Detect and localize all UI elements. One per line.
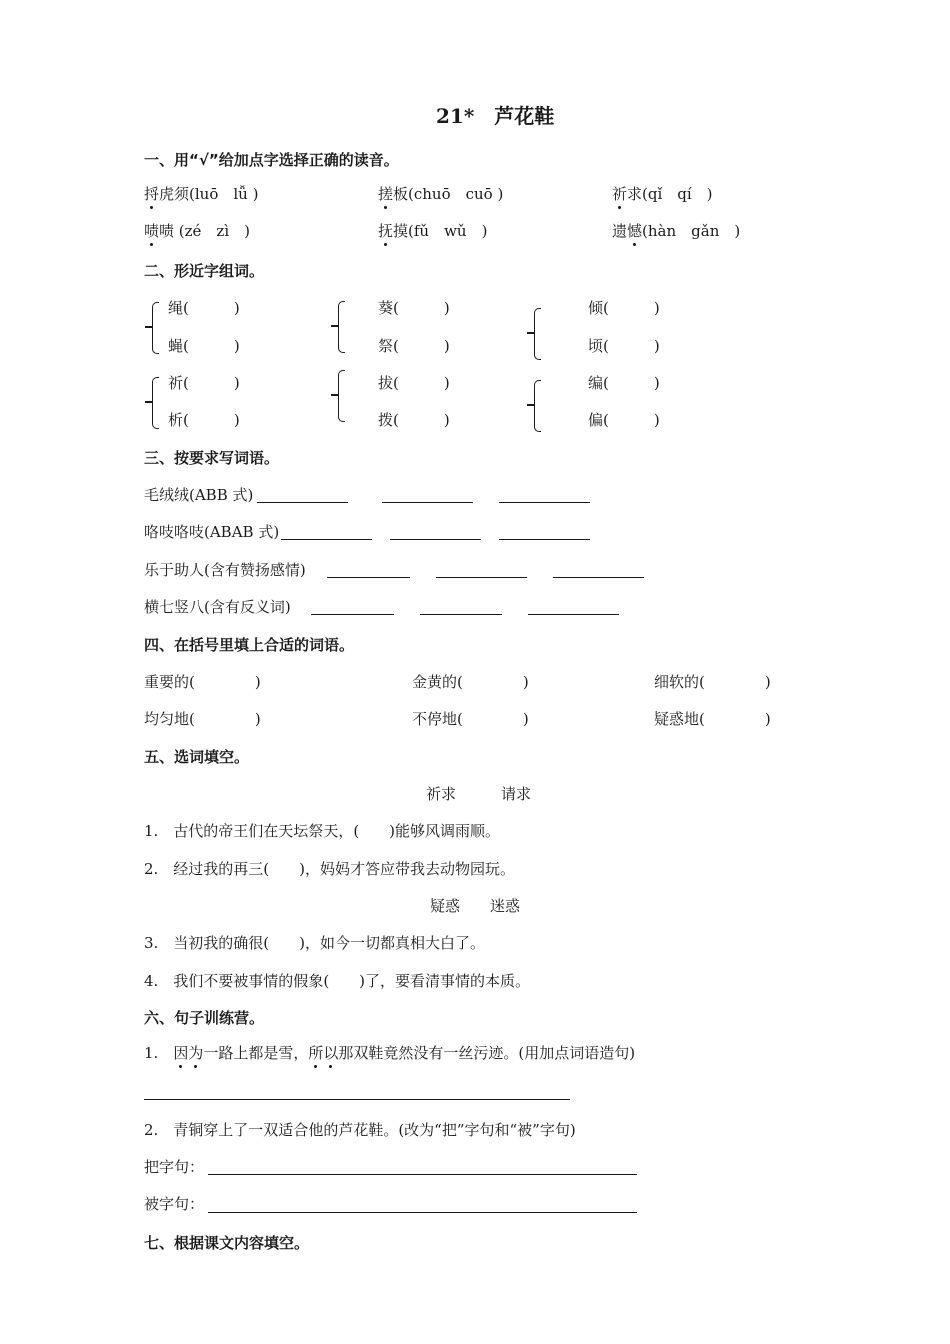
bei-sentence-label: 被字句： xyxy=(144,1195,205,1213)
word-task-label: 横七竖八(含有反义词) xyxy=(144,598,291,616)
dotted-char: 搓 xyxy=(378,185,394,203)
pinyin-item-1: 捋虎须(luō lǚ ) xyxy=(144,185,259,203)
dotted-char: 以 xyxy=(323,1044,339,1062)
brace-6 xyxy=(534,380,541,432)
page-title: 21* 芦花鞋 xyxy=(436,104,555,128)
word-pair-item: 祭( ) xyxy=(378,337,450,355)
word-pair-item: 蝇( ) xyxy=(168,337,240,355)
fill-sentence: 2. 经过我的再三( )，妈妈才答应带我去动物园玩。 xyxy=(144,860,516,878)
dotted-char: 啧 xyxy=(144,222,160,240)
brace-3 xyxy=(534,308,541,360)
fill-phrase: 不停地( ) xyxy=(412,710,529,728)
word-pair-item: 编( ) xyxy=(588,374,660,392)
fill-phrase: 金黄的( ) xyxy=(412,673,529,691)
word-task-label: 咯吱咯吱(ABAB 式) xyxy=(144,523,280,541)
brace-4 xyxy=(152,377,159,429)
pinyin-item-3: 祈求(qǐ qí ) xyxy=(612,185,713,203)
dotted-char: 祈 xyxy=(612,185,628,203)
word-pair-item: 倾( ) xyxy=(588,299,660,317)
answer-line[interactable] xyxy=(390,539,481,540)
section-7-heading: 七、根据课文内容填空。 xyxy=(144,1234,310,1252)
answer-line[interactable] xyxy=(553,577,644,578)
word-pair-item: 析( ) xyxy=(168,411,240,429)
pinyin-item-6: 遗憾(hàn gǎn ) xyxy=(612,222,741,240)
dotted-char: 因 xyxy=(173,1044,189,1062)
bei-sentence-line[interactable] xyxy=(208,1212,637,1213)
dotted-char: 为 xyxy=(188,1044,204,1062)
word-pair-item: 绳( ) xyxy=(168,299,240,317)
brace-1 xyxy=(152,302,159,354)
pinyin-item-2: 搓板(chuō cuō ) xyxy=(378,185,504,203)
section-4-heading: 四、在括号里填上合适的词语。 xyxy=(144,636,355,654)
word-choices: 祈求 请求 xyxy=(426,785,532,803)
dotted-char: 抚 xyxy=(378,222,394,240)
answer-line[interactable] xyxy=(528,614,619,615)
section-2-heading: 二、形近字组词。 xyxy=(144,262,265,280)
word-pair-item: 拨( ) xyxy=(378,411,450,429)
answer-line[interactable] xyxy=(436,577,527,578)
fill-sentence: 4. 我们不要被事情的假象( )了，要看清事情的本质。 xyxy=(144,972,531,990)
fill-phrase: 均匀地( ) xyxy=(144,710,261,728)
dotted-char: 憾 xyxy=(627,222,643,240)
answer-line[interactable] xyxy=(327,577,410,578)
answer-line[interactable] xyxy=(257,502,348,503)
fill-phrase: 细软的( ) xyxy=(654,673,771,691)
answer-line[interactable] xyxy=(499,539,590,540)
answer-line[interactable] xyxy=(144,1099,570,1100)
fill-sentence: 1. 古代的帝王们在天坛祭天，( )能够风调雨顺。 xyxy=(144,822,501,840)
sentence-task-2: 2. 青铜穿上了一双适合他的芦花鞋。(改为“把”字句和“被”字句) xyxy=(144,1121,576,1139)
brace-5 xyxy=(338,370,345,422)
word-pair-item: 顷( ) xyxy=(588,337,660,355)
sentence-task-1: 1. 因为一路上都是雪，所以那双鞋竟然没有一丝污迹。(用加点词语造句) xyxy=(144,1044,636,1062)
word-pair-item: 拔( ) xyxy=(378,374,450,392)
pinyin-item-5: 抚摸(fǔ wǔ ) xyxy=(378,222,488,240)
section-3-heading: 三、按要求写词语。 xyxy=(144,449,280,467)
ba-sentence-label: 把字句： xyxy=(144,1158,205,1176)
word-pair-item: 偏( ) xyxy=(588,411,660,429)
ba-sentence-line[interactable] xyxy=(208,1174,637,1175)
section-6-heading: 六、句子训练营。 xyxy=(144,1009,265,1027)
fill-phrase: 重要的( ) xyxy=(144,673,261,691)
fill-sentence: 3. 当初我的确很( )，如今一切都真相大白了。 xyxy=(144,934,486,952)
brace-2 xyxy=(338,301,345,353)
dotted-char: 捋 xyxy=(144,185,160,203)
answer-line[interactable] xyxy=(311,614,394,615)
answer-line[interactable] xyxy=(382,502,473,503)
word-task-label: 乐于助人(含有赞扬感情) xyxy=(144,561,306,579)
answer-line[interactable] xyxy=(281,539,372,540)
word-pair-item: 葵( ) xyxy=(378,299,450,317)
section-5-heading: 五、选词填空。 xyxy=(144,748,250,766)
section-1-heading: 一、用“√”给加点字选择正确的读音。 xyxy=(144,151,399,169)
answer-line[interactable] xyxy=(420,614,502,615)
dotted-char: 所 xyxy=(308,1044,324,1062)
pinyin-item-4: 啧啧 (zé zì ) xyxy=(144,222,250,240)
word-choices: 疑惑 迷惑 xyxy=(430,897,521,915)
word-pair-item: 祈( ) xyxy=(168,374,240,392)
fill-phrase: 疑惑地( ) xyxy=(654,710,771,728)
word-task-label: 毛绒绒(ABB 式) xyxy=(144,486,254,504)
answer-line[interactable] xyxy=(499,502,590,503)
